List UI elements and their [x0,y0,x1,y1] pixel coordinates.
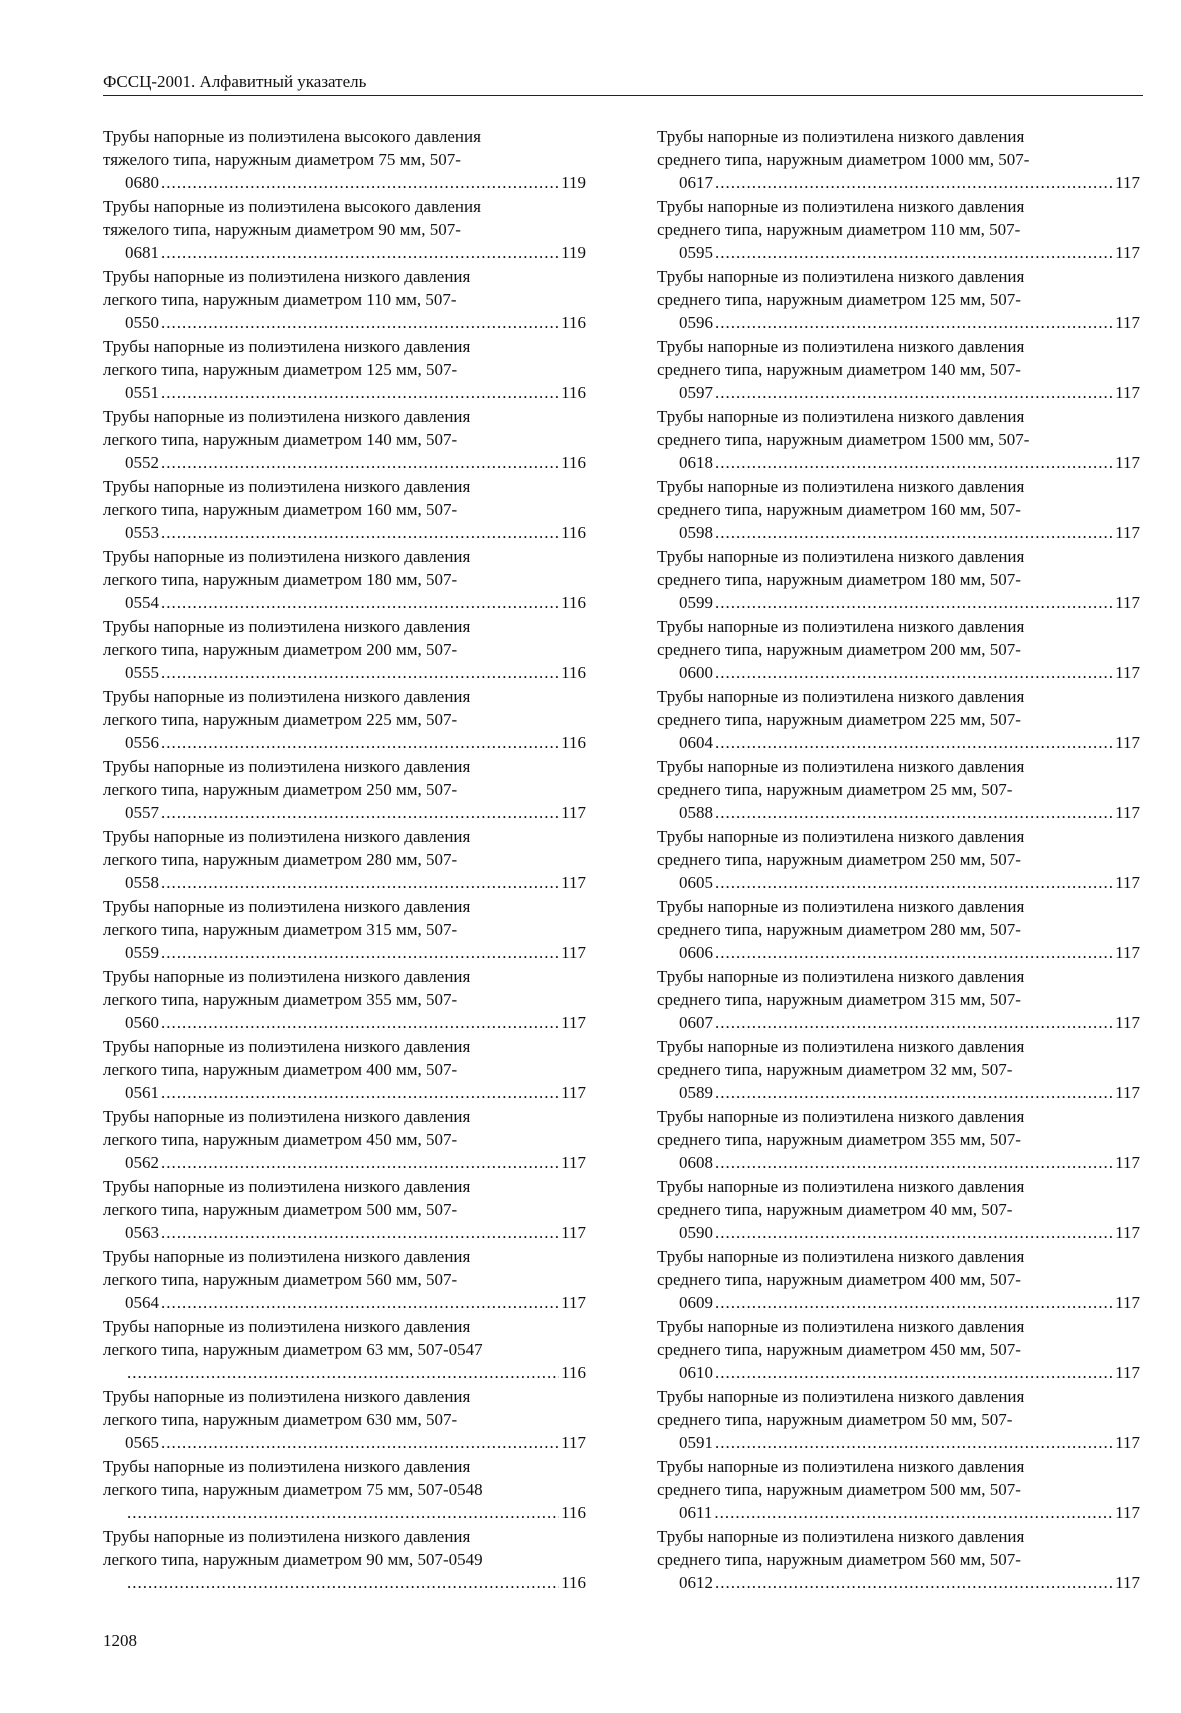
entry-description-line: легкого типа, наружным диаметром 250 мм, 507- [103,780,458,799]
entry-code: 0554 [125,593,159,612]
entry-description-line: легкого типа, наружным диаметром 200 мм, 507- [103,640,458,659]
entry-page-number: 117 [561,1013,586,1032]
entry-title-line: Трубы напорные из полиэтилена низкого давления [657,897,1025,916]
entry-page-number: 117 [1115,523,1140,542]
index-entry [657,545,1140,615]
entry-page-number: 117 [1115,173,1140,192]
entry-title-line: Трубы напорные из полиэтилена низкого давления [103,1247,471,1266]
dot-leader [715,871,1113,894]
entry-page-number: 117 [1115,943,1140,962]
entry-leader-line [657,521,1140,544]
dot-leader [161,591,559,614]
index-entry [103,895,586,965]
index-column-left [103,125,586,1595]
entry-title-line: Трубы напорные из полиэтилена низкого давления [103,1037,471,1056]
entry-title-line: Трубы напорные из полиэтилена низкого давления [103,757,471,776]
index-entry [103,1175,586,1245]
entry-title-line: Трубы напорные из полиэтилена низкого давления [657,967,1025,986]
entry-description-line: среднего типа, наружным диаметром 250 мм, 507- [657,850,1021,869]
index-entry [657,755,1140,825]
entry-description-line: легкого типа, наружным диаметром 400 мм, 507- [103,1060,458,1079]
index-entry [657,1035,1140,1105]
entry-leader-line [103,1081,586,1104]
entry-page-number: 117 [1115,453,1140,472]
entry-leader-line [657,1291,1140,1314]
entry-code: 0561 [125,1083,159,1102]
dot-leader [715,1431,1113,1454]
entry-code: 0552 [125,453,159,472]
entry-description-line: среднего типа, наружным диаметром 450 мм, 507- [657,1340,1021,1359]
entry-description-line: среднего типа, наружным диаметром 355 мм, 507- [657,1130,1021,1149]
entry-page-number: 117 [561,873,586,892]
entry-code: 0597 [679,383,713,402]
entry-title-line: Трубы напорные из полиэтилена низкого давления [657,477,1025,496]
entry-title-line: Трубы напорные из полиэтилена низкого давления [657,617,1025,636]
entry-code: 0618 [679,453,713,472]
index-entry [657,1315,1140,1385]
index-entry [103,195,586,265]
index-entry [657,265,1140,335]
index-entry [103,405,586,475]
entry-leader-line [657,451,1140,474]
entry-leader-line [657,1501,1140,1524]
entry-code: 0589 [679,1083,713,1102]
entry-code: 0563 [125,1223,159,1242]
entry-code: 0604 [679,733,713,752]
entry-description-line: легкого типа, наружным диаметром 560 мм, 507- [103,1270,458,1289]
entry-title-line: Трубы напорные из полиэтилена низкого давления [657,197,1025,216]
dot-leader [161,1151,559,1174]
entry-page-number: 117 [1115,663,1140,682]
entry-page-number: 117 [1115,1083,1140,1102]
entry-description-line: среднего типа, наружным диаметром 200 мм, 507- [657,640,1021,659]
entry-description-line: легкого типа, наружным диаметром 160 мм, 507- [103,500,458,519]
entry-code: 0611 [679,1503,713,1522]
entry-page-number: 117 [561,803,586,822]
dot-leader [161,661,559,684]
index-entry [103,265,586,335]
entry-title-line: Трубы напорные из полиэтилена низкого давления [657,127,1025,146]
entry-page-number: 116 [561,453,586,472]
entry-page-number: 117 [1115,383,1140,402]
entry-code: 0596 [679,313,713,332]
entry-page-number: 117 [1115,1573,1140,1592]
entry-leader-line [103,1571,586,1594]
entry-leader-line [103,1151,586,1174]
entry-page-number: 117 [1115,243,1140,262]
entry-description-line: легкого типа, наружным диаметром 450 мм, 507- [103,1130,458,1149]
dot-leader [161,871,559,894]
dot-leader [715,381,1113,404]
entry-title-line: Трубы напорные из полиэтилена низкого давления [657,1107,1025,1126]
entry-description-line: легкого типа, наружным диаметром 110 мм, 507- [103,290,457,309]
entry-leader-line [103,241,586,264]
entry-leader-line [103,451,586,474]
entry-code: 0617 [679,173,713,192]
dot-leader [715,591,1113,614]
dot-leader [127,1571,559,1594]
entry-title-line: Трубы напорные из полиэтилена низкого давления [657,757,1025,776]
entry-title-line: Трубы напорные из полиэтилена низкого давления [657,1247,1025,1266]
entry-title-line: Трубы напорные из полиэтилена низкого давления [103,267,471,286]
entry-leader-line [657,1571,1140,1594]
entry-description-line: легкого типа, наружным диаметром 125 мм, 507- [103,360,458,379]
index-entry [103,755,586,825]
dot-leader [161,1291,559,1314]
entry-code: 0556 [125,733,159,752]
entry-description-line: легкого типа, наружным диаметром 225 мм, 507- [103,710,458,729]
entry-code: 0553 [125,523,159,542]
entry-page-number: 117 [1115,593,1140,612]
entry-description-line: легкого типа, наружным диаметром 180 мм, 507- [103,570,458,589]
entry-description-line: среднего типа, наружным диаметром 315 мм, 507- [657,990,1021,1009]
entry-description-line: легкого типа, наружным диаметром 280 мм, 507- [103,850,458,869]
dot-leader [715,1151,1113,1174]
entry-page-number: 116 [561,593,586,612]
entry-leader-line [103,661,586,684]
dot-leader [161,171,559,194]
index-entry [657,825,1140,895]
dot-leader [161,801,559,824]
index-entry [657,405,1140,475]
entry-title-line: Трубы напорные из полиэтилена низкого давления [103,687,471,706]
entry-leader-line [103,1221,586,1244]
entry-title-line: Трубы напорные из полиэтилена низкого давления [103,337,471,356]
entry-leader-line [657,941,1140,964]
dot-leader [715,171,1113,194]
entry-description-line: среднего типа, наружным диаметром 225 мм, 507- [657,710,1021,729]
index-entry [657,1525,1140,1595]
entry-leader-line [103,1361,586,1384]
dot-leader [161,241,559,264]
dot-leader [161,1431,559,1454]
dot-leader [715,731,1113,754]
entry-page-number: 116 [561,313,586,332]
entry-title-line: Трубы напорные из полиэтилена высокого давления [103,127,481,146]
entry-leader-line [103,1501,586,1524]
entry-description-line: среднего типа, наружным диаметром 125 мм, 507- [657,290,1021,309]
dot-leader [715,1011,1113,1034]
entry-description-line: среднего типа, наружным диаметром 500 мм, 507- [657,1480,1021,1499]
index-entry [657,615,1140,685]
entry-title-line: Трубы напорные из полиэтилена низкого давления [103,1387,471,1406]
entry-code: 0598 [679,523,713,542]
entry-page-number: 117 [561,1433,586,1452]
entry-description-line: среднего типа, наружным диаметром 25 мм, 507- [657,780,1013,799]
dot-leader [714,1501,1113,1524]
entry-code: 0550 [125,313,159,332]
entry-description-line: легкого типа, наружным диаметром 63 мм, 507-0547 [103,1340,483,1359]
entry-page-number: 116 [561,663,586,682]
dot-leader [161,731,559,754]
index-entry [657,125,1140,195]
entry-title-line: Трубы напорные из полиэтилена низкого давления [657,827,1025,846]
entry-page-number: 117 [561,943,586,962]
entry-description-line: среднего типа, наружным диаметром 160 мм, 507- [657,500,1021,519]
index-entry [657,685,1140,755]
entry-leader-line [657,1081,1140,1104]
entry-leader-line [657,731,1140,754]
index-column-right [657,125,1140,1595]
entry-title-line: Трубы напорные из полиэтилена высокого давления [103,197,481,216]
index-entry [103,335,586,405]
index-entry [657,1385,1140,1455]
entry-leader-line [657,171,1140,194]
index-entry [657,195,1140,265]
entry-description-line: легкого типа, наружным диаметром 355 мм, 507- [103,990,458,1009]
entry-page-number: 117 [561,1293,586,1312]
index-entry [103,1455,586,1525]
entry-leader-line [657,311,1140,334]
entry-description-line: среднего типа, наружным диаметром 50 мм, 507- [657,1410,1013,1429]
index-entry [657,895,1140,965]
index-entry [103,125,586,195]
entry-description-line: среднего типа, наружным диаметром 110 мм, 507- [657,220,1021,239]
entry-title-line: Трубы напорные из полиэтилена низкого давления [657,687,1025,706]
entry-title-line: Трубы напорные из полиэтилена низкого давления [103,547,471,566]
entry-leader-line [657,1151,1140,1174]
entry-code: 0564 [125,1293,159,1312]
entry-leader-line [103,521,586,544]
entry-description-line: среднего типа, наружным диаметром 1000 мм, 507- [657,150,1030,169]
entry-description-line: легкого типа, наружным диаметром 90 мм, 507-0549 [103,1550,483,1569]
entry-description-line: тяжелого типа, наружным диаметром 75 мм, 507- [103,150,461,169]
entry-description-line: тяжелого типа, наружным диаметром 90 мм, 507- [103,220,461,239]
entry-page-number: 116 [561,733,586,752]
entry-title-line: Трубы напорные из полиэтилена низкого давления [657,337,1025,356]
entry-description-line: легкого типа, наружным диаметром 500 мм, 507- [103,1200,458,1219]
dot-leader [715,661,1113,684]
entry-title-line: Трубы напорные из полиэтилена низкого давления [103,477,471,496]
index-entry [103,825,586,895]
entry-leader-line [103,1431,586,1454]
entry-page-number: 116 [561,1573,586,1592]
entry-code: 0591 [679,1433,713,1452]
entry-leader-line [657,241,1140,264]
entry-code: 0610 [679,1363,713,1382]
entry-leader-line [103,311,586,334]
index-entry [103,615,586,685]
entry-title-line: Трубы напорные из полиэтилена низкого давления [103,897,471,916]
index-entry [103,685,586,755]
entry-title-line: Трубы напорные из полиэтилена низкого давления [657,267,1025,286]
index-entry [103,475,586,545]
entry-title-line: Трубы напорные из полиэтилена низкого давления [103,1527,471,1546]
entry-leader-line [657,801,1140,824]
entry-description-line: легкого типа, наружным диаметром 140 мм, 507- [103,430,458,449]
dot-leader [715,1221,1113,1244]
entry-title-line: Трубы напорные из полиэтилена низкого давления [103,1457,471,1476]
entry-code: 0608 [679,1153,713,1172]
index-entry [657,1455,1140,1525]
entry-page-number: 117 [1115,1013,1140,1032]
page-number: 1208 [103,1631,137,1650]
dot-leader [715,521,1113,544]
entry-page-number: 116 [561,1503,586,1522]
entry-title-line: Трубы напорные из полиэтилена низкого давления [103,1107,471,1126]
entry-description-line: легкого типа, наружным диаметром 630 мм, 507- [103,1410,458,1429]
entry-code: 0605 [679,873,713,892]
dot-leader [715,1291,1113,1314]
dot-leader [161,451,559,474]
entry-code: 0562 [125,1153,159,1172]
entry-leader-line [103,941,586,964]
dot-leader [715,241,1113,264]
dot-leader [161,1011,559,1034]
entry-code: 0599 [679,593,713,612]
entry-leader-line [657,1361,1140,1384]
entry-page-number: 116 [561,383,586,402]
entry-title-line: Трубы напорные из полиэтилена низкого давления [657,1037,1025,1056]
entry-leader-line [103,801,586,824]
entry-leader-line [657,591,1140,614]
entry-description-line: легкого типа, наружным диаметром 75 мм, 507-0548 [103,1480,483,1499]
entry-leader-line [657,661,1140,684]
entry-code: 0565 [125,1433,159,1452]
dot-leader [161,941,559,964]
index-entry [103,1105,586,1175]
entry-leader-line [103,591,586,614]
index-entry [103,545,586,615]
entry-page-number: 117 [1115,1433,1140,1452]
entry-code: 0558 [125,873,159,892]
entry-code: 0680 [125,173,159,192]
entry-page-number: 117 [1115,1153,1140,1172]
entry-title-line: Трубы напорные из полиэтилена низкого давления [103,1317,471,1336]
entry-page-number: 117 [561,1153,586,1172]
entry-code: 0560 [125,1013,159,1032]
index-entry [103,1315,586,1385]
entry-code: 0607 [679,1013,713,1032]
entry-page-number: 117 [1115,1223,1140,1242]
dot-leader [127,1361,559,1384]
entry-code: 0612 [679,1573,713,1592]
entry-page-number: 117 [1115,1293,1140,1312]
dot-leader [161,381,559,404]
entry-description-line: среднего типа, наружным диаметром 400 мм, 507- [657,1270,1021,1289]
dot-leader [715,1571,1113,1594]
entry-title-line: Трубы напорные из полиэтилена низкого давления [103,967,471,986]
entry-leader-line [103,871,586,894]
entry-description-line: среднего типа, наружным диаметром 180 мм, 507- [657,570,1021,589]
index-entry [657,1105,1140,1175]
entry-code: 0590 [679,1223,713,1242]
entry-page-number: 116 [561,523,586,542]
entry-code: 0606 [679,943,713,962]
entry-code: 0559 [125,943,159,962]
entry-leader-line [657,1011,1140,1034]
entry-leader-line [103,731,586,754]
index-entry [103,965,586,1035]
index-entry [657,475,1140,545]
entry-title-line: Трубы напорные из полиэтилена низкого давления [657,1527,1025,1546]
entry-code: 0595 [679,243,713,262]
index-entry [657,1175,1140,1245]
entry-description-line: среднего типа, наружным диаметром 1500 мм, 507- [657,430,1030,449]
entry-title-line: Трубы напорные из полиэтилена низкого давления [103,1177,471,1196]
entry-page-number: 116 [561,1363,586,1382]
entry-title-line: Трубы напорные из полиэтилена низкого давления [103,407,471,426]
entry-leader-line [103,1011,586,1034]
dot-leader [715,801,1113,824]
entry-title-line: Трубы напорные из полиэтилена низкого давления [657,407,1025,426]
entry-code: 0555 [125,663,159,682]
dot-leader [161,1081,559,1104]
entry-title-line: Трубы напорные из полиэтилена низкого давления [657,1457,1025,1476]
index-entry [103,1385,586,1455]
entry-page-number: 117 [561,1083,586,1102]
entry-code: 0681 [125,243,159,262]
index-entry [103,1245,586,1315]
dot-leader [715,1361,1113,1384]
dot-leader [715,311,1113,334]
entry-title-line: Трубы напорные из полиэтилена низкого давления [657,1387,1025,1406]
index-entry [657,965,1140,1035]
entry-page-number: 119 [561,173,586,192]
entry-title-line: Трубы напорные из полиэтилена низкого давления [103,617,471,636]
dot-leader [715,451,1113,474]
entry-page-number: 117 [1115,1363,1140,1382]
entry-leader-line [103,171,586,194]
entry-page-number: 117 [1115,1503,1140,1522]
entry-leader-line [657,871,1140,894]
index-entry [657,1245,1140,1315]
index-entry [103,1035,586,1105]
dot-leader [715,941,1113,964]
dot-leader [715,1081,1113,1104]
entry-page-number: 117 [561,1223,586,1242]
entry-code: 0588 [679,803,713,822]
entry-title-line: Трубы напорные из полиэтилена низкого давления [657,547,1025,566]
entry-title-line: Трубы напорные из полиэтилена низкого давления [103,827,471,846]
entry-description-line: среднего типа, наружным диаметром 140 мм, 507- [657,360,1021,379]
entry-leader-line [657,1431,1140,1454]
entry-code: 0600 [679,663,713,682]
entry-page-number: 117 [1115,873,1140,892]
entry-description-line: среднего типа, наружным диаметром 280 мм, 507- [657,920,1021,939]
entry-leader-line [103,1291,586,1314]
entry-description-line: легкого типа, наружным диаметром 315 мм, 507- [103,920,458,939]
entry-description-line: среднего типа, наружным диаметром 560 мм, 507- [657,1550,1021,1569]
entry-page-number: 117 [1115,803,1140,822]
entry-code: 0609 [679,1293,713,1312]
page-header: ФССЦ-2001. Алфавитный указатель [103,71,1143,96]
entry-page-number: 117 [1115,733,1140,752]
entry-code: 0557 [125,803,159,822]
entry-code: 0551 [125,383,159,402]
dot-leader [161,1221,559,1244]
entry-leader-line [657,1221,1140,1244]
dot-leader [161,521,559,544]
entry-page-number: 117 [1115,313,1140,332]
entry-description-line: среднего типа, наружным диаметром 32 мм, 507- [657,1060,1013,1079]
dot-leader [127,1501,559,1524]
entry-leader-line [657,381,1140,404]
dot-leader [161,311,559,334]
index-entry [103,1525,586,1595]
entry-leader-line [103,381,586,404]
index-entry [657,335,1140,405]
entry-title-line: Трубы напорные из полиэтилена низкого давления [657,1177,1025,1196]
entry-title-line: Трубы напорные из полиэтилена низкого давления [657,1317,1025,1336]
entry-page-number: 119 [561,243,586,262]
entry-description-line: среднего типа, наружным диаметром 40 мм, 507- [657,1200,1013,1219]
